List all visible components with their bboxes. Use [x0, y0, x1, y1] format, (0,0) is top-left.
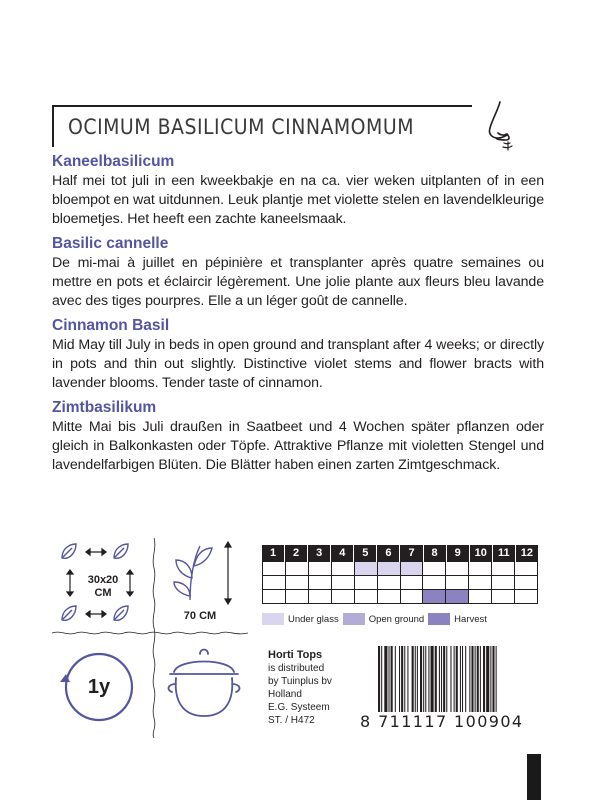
plant-height-icon: [160, 538, 246, 608]
spacing-value: 30x20: [87, 574, 119, 586]
month-label: 9: [447, 545, 470, 562]
calendar-month-header: [262, 545, 538, 562]
panel-divider-vertical: [150, 538, 158, 738]
distributor-line: E.G. Systeem: [268, 702, 330, 713]
brand-name: Horti Tops: [268, 649, 323, 661]
panel-divider-horizontal: [52, 628, 248, 638]
calendar-cell: [355, 576, 378, 590]
section-heading: Basilic cannelle: [52, 235, 169, 252]
calendar-cell: [446, 576, 469, 590]
distributor-line: ST. / H472: [268, 715, 315, 726]
pot-panel: [160, 640, 246, 734]
section-heading: Cinnamon Basil: [52, 317, 170, 334]
calendar-cell: [515, 562, 538, 576]
section-english: [52, 316, 544, 393]
height-label: 70 CM: [183, 610, 217, 622]
legend-swatch: [428, 613, 450, 625]
legend-harvest: [428, 611, 487, 627]
calendar-cell: [446, 562, 469, 576]
calendar-cell: [423, 590, 446, 604]
calendar-row: [262, 562, 538, 576]
section-german: [52, 398, 544, 475]
calendar-cell: [332, 590, 355, 604]
legend-label: Open ground: [368, 613, 425, 625]
month-label: 2: [285, 545, 308, 562]
section-dutch: [52, 152, 544, 229]
species-title: OCIMUM BASILICUM CINNAMOMUM: [68, 115, 414, 139]
calendar-cell: [423, 562, 446, 576]
cycle-label: 1y: [87, 675, 111, 698]
sowing-calendar: [262, 545, 538, 604]
calendar-cell: [492, 576, 515, 590]
legend-under-glass: [262, 611, 339, 627]
month-label: 11: [493, 545, 516, 562]
month-label: 12: [520, 547, 534, 559]
calendar-cell: [286, 576, 309, 590]
calendar-cell: [332, 576, 355, 590]
calendar-cell: [469, 562, 492, 576]
calendar-cell: [401, 576, 424, 590]
distributor-line: by Tuinplus bv: [268, 676, 332, 687]
section-heading: Zimtbasilikum: [52, 399, 157, 416]
section-body: Mid May till July in beds in open ground and transplant after 4 weeks; or directly in pots and thin out slightly. Distinctive violet stems and flower bracts with lavender blooms. Tender taste of cinnamon.: [52, 337, 544, 391]
calendar-row: [262, 590, 538, 604]
barcode-number: 8 711117 100904: [360, 712, 524, 731]
calendar-cell: [378, 576, 401, 590]
calendar-cell: [263, 590, 286, 604]
calendar-cell: [401, 562, 424, 576]
month-label: 4: [331, 545, 354, 562]
calendar-grid: [262, 562, 538, 604]
calendar-cell: [286, 562, 309, 576]
calendar-cell: [286, 590, 309, 604]
legend-swatch: [343, 613, 365, 625]
calendar-cell: [309, 562, 332, 576]
calendar-cell: [263, 562, 286, 576]
calendar-cell: [469, 576, 492, 590]
height-panel: [160, 538, 246, 628]
calendar-cell: [355, 562, 378, 576]
calendar-cell: [332, 562, 355, 576]
spacing-label: [80, 574, 126, 600]
month-label: 6: [377, 545, 400, 562]
barcode: [378, 646, 540, 712]
legend-swatch: [262, 613, 284, 625]
distributor-line: is distributed: [268, 663, 325, 674]
calendar-cell: [446, 590, 469, 604]
month-label: 1: [262, 545, 285, 562]
calendar-cell: [469, 590, 492, 604]
calendar-cell: [378, 590, 401, 604]
spacing-unit: CM: [94, 587, 112, 599]
section-body: Mitte Mai bis Juli draußen in Saatbeet und 4 Wochen später pflanzen oder gleich in Balkonkasten oder Töpfe. Attraktive Pflanze mit violetten Stengel und lavendelfarbigen Blüten. Die Blätter haben einen zarten Zimtgeschmack.: [52, 419, 544, 473]
description-sections: [52, 152, 544, 480]
month-label: 5: [354, 545, 377, 562]
month-label: 8: [424, 545, 447, 562]
calendar-cell: [309, 590, 332, 604]
calendar-cell: [263, 576, 286, 590]
calendar-cell: [492, 590, 515, 604]
legend-open-ground: [343, 611, 424, 627]
calendar-cell: [492, 562, 515, 576]
calendar-legend: [262, 611, 538, 627]
edge-strip: [527, 754, 541, 800]
calendar-cell: [355, 590, 378, 604]
section-body: De mi-mai à juillet en pépinière et transplanter après quatre semaines ou mettre en pots et éclaircir légèrement. Une jolie plante aux fleurs bleu lavande avec des tiges pourpres. Elle a un léger goût de cannelle.: [52, 255, 544, 309]
calendar-cell: [515, 590, 538, 604]
calendar-cell: [378, 562, 401, 576]
calendar-cell: [401, 590, 424, 604]
month-label: 3: [308, 545, 331, 562]
distributor-line: Holland: [268, 689, 302, 700]
section-body: Half mei tot juli in een kweekbakje en na ca. vier weken uitplanten of in een bloempot en wat uitdunnen. Leuk plantje met violette stelen en lavendelkleurige bloemetjes. Het heeft een zachte kaneelsmaak.: [52, 173, 544, 227]
calendar-row: [262, 576, 538, 590]
title-frame: [52, 105, 472, 147]
calendar-cell: [515, 576, 538, 590]
section-heading: Kaneelbasilicum: [52, 153, 175, 170]
month-label: 10: [470, 545, 493, 562]
legend-label: Harvest: [454, 613, 487, 625]
legend-label: Under glass: [288, 613, 339, 625]
month-label: 7: [400, 545, 423, 562]
spacing-panel: [52, 538, 148, 628]
section-french: [52, 234, 544, 311]
calendar-cell: [423, 576, 446, 590]
nose-scent-icon: [484, 100, 520, 152]
cycle-panel: [52, 640, 148, 734]
distributor-info: [268, 648, 368, 727]
calendar-cell: [309, 576, 332, 590]
cooking-pot-icon: [160, 640, 246, 734]
